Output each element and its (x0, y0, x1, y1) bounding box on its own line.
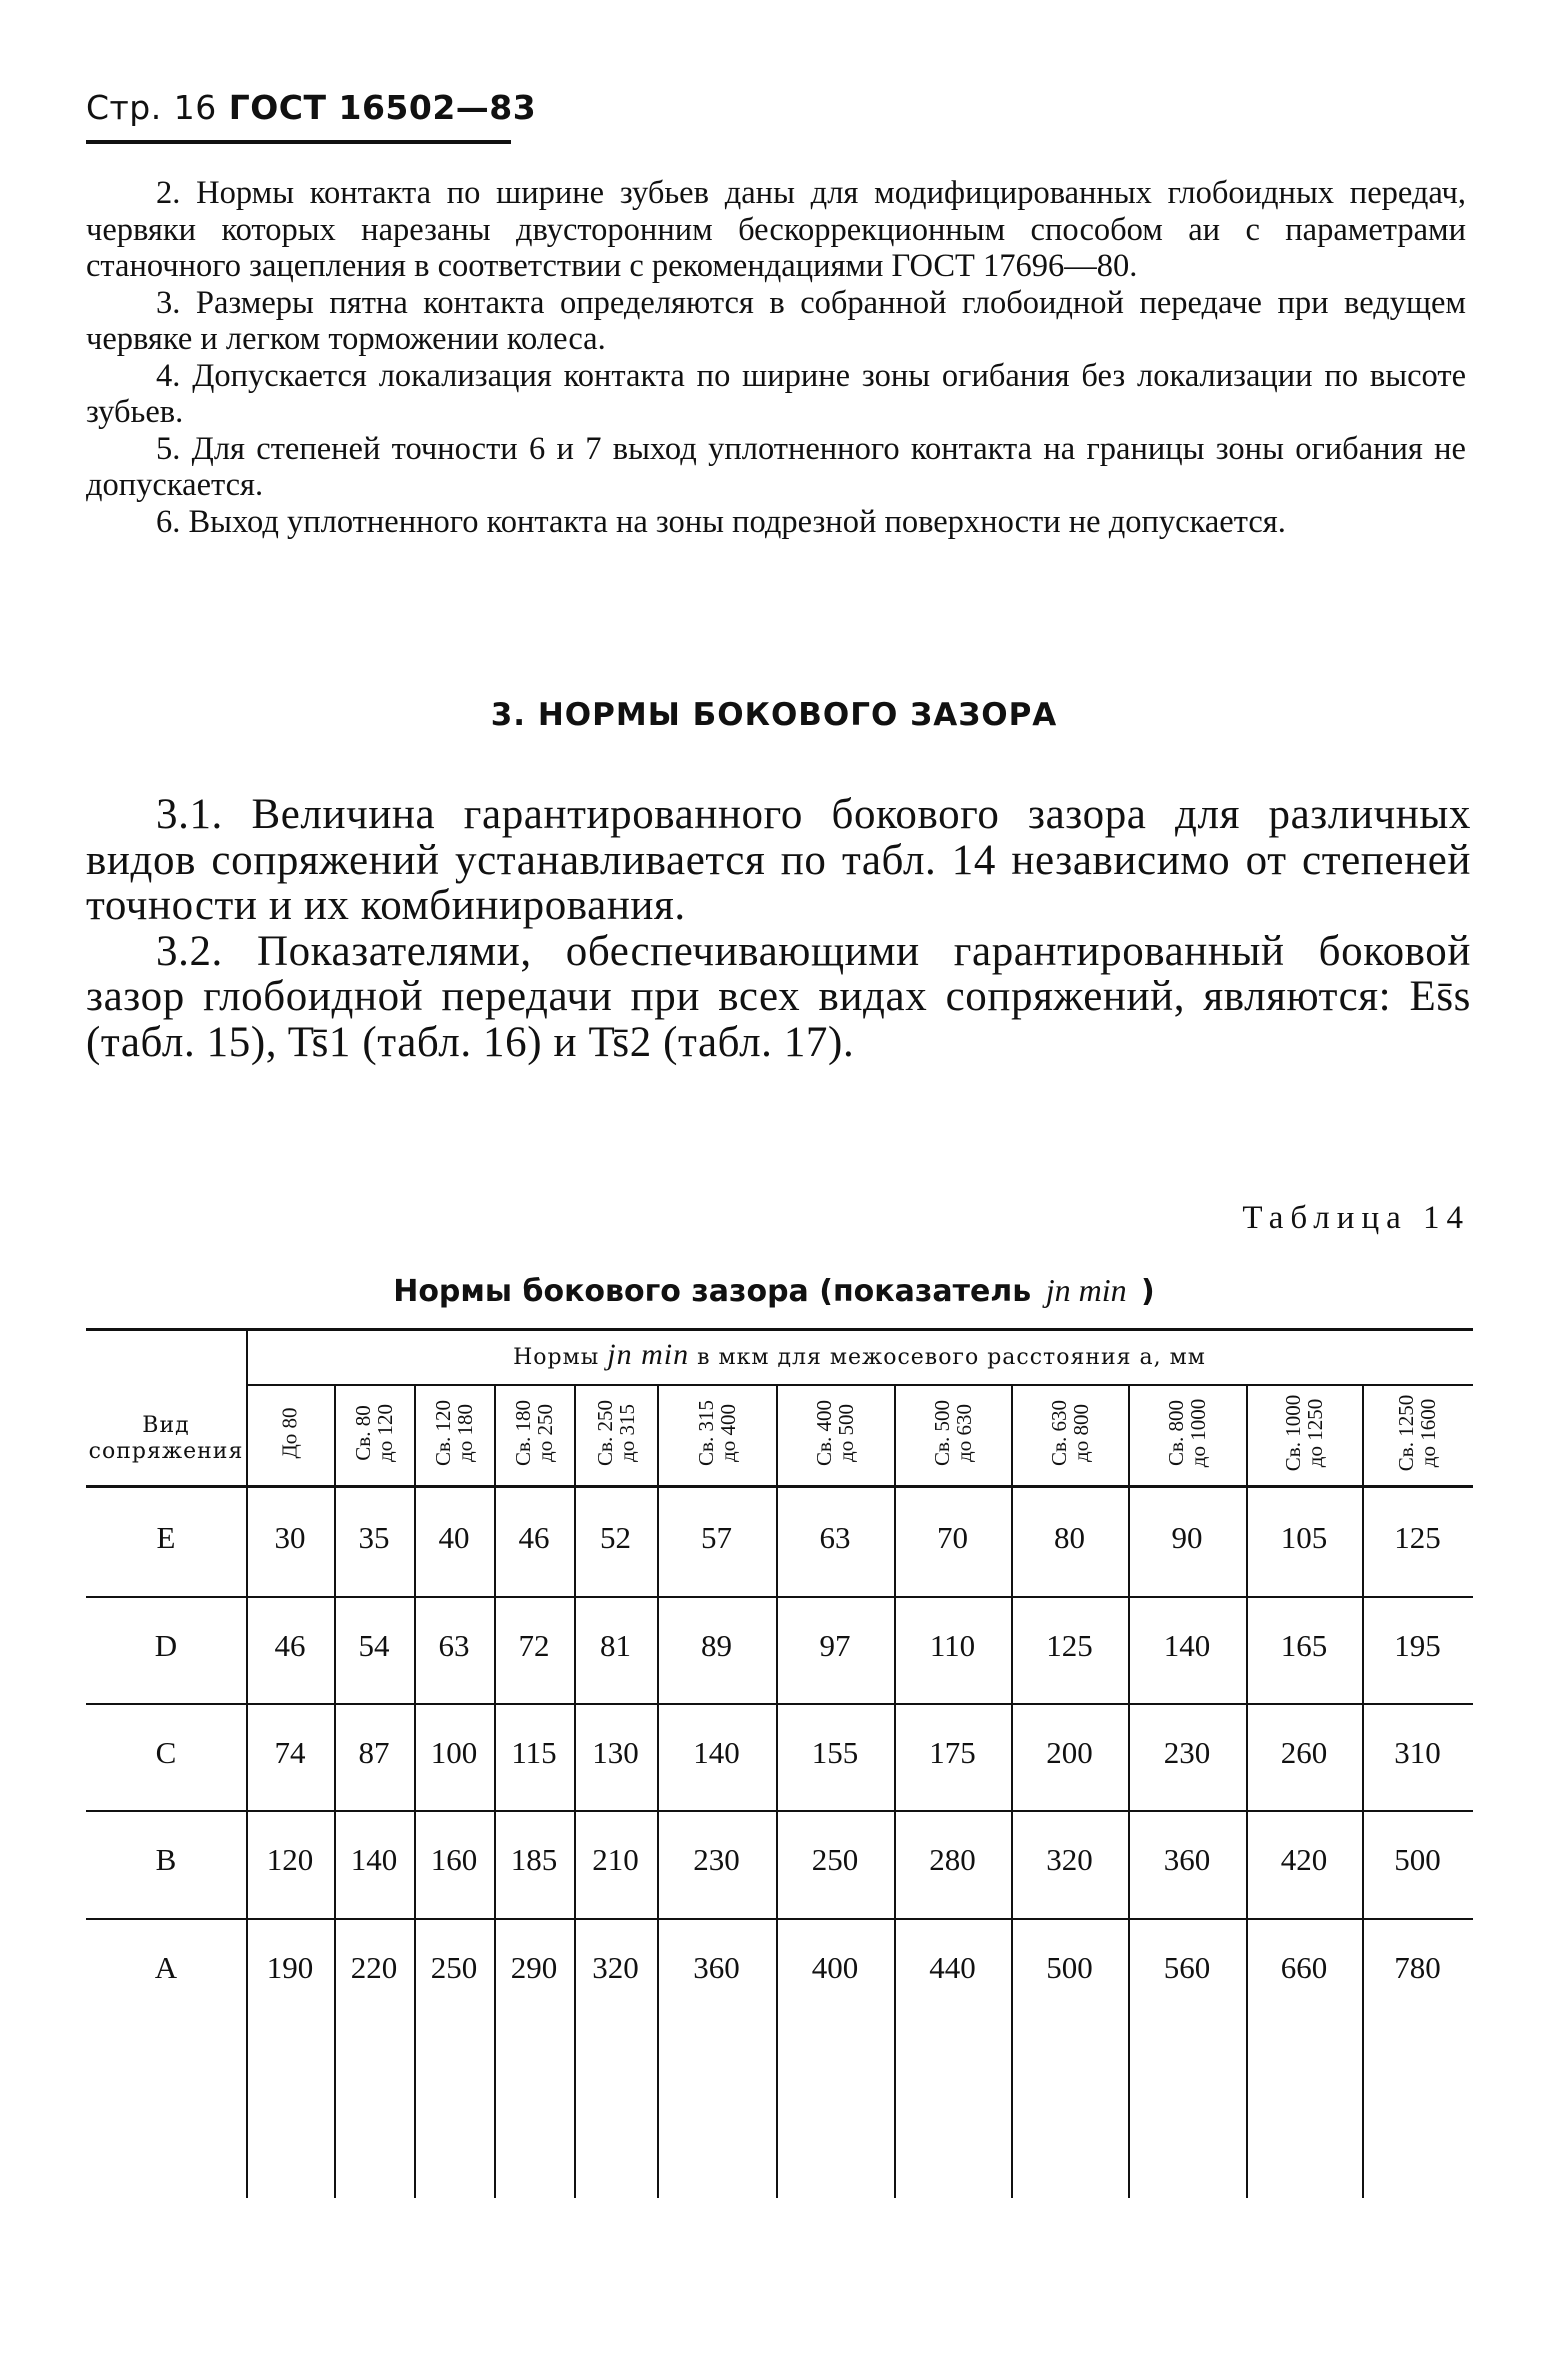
row-label: B (155, 1842, 177, 1877)
table-cell: 250 (430, 1950, 478, 1985)
header-rule (86, 140, 511, 144)
table-cell: 30 (274, 1520, 306, 1555)
table-cell: 140 (693, 1735, 740, 1770)
table-cell: 100 (430, 1735, 478, 1770)
table-title-symbol: jn min (1045, 1272, 1127, 1308)
table-cell: 115 (511, 1735, 557, 1770)
table-cell: 250 (811, 1842, 859, 1877)
note-3: 3. Размеры пятна контакта определяются в собранной глобоидной передаче при ведущем червяке и легком торможении колеса. (86, 284, 1466, 357)
table-cell: 175 (929, 1735, 976, 1770)
column-header-label: Св. 1250 до 1600 (1394, 1394, 1441, 1472)
row-divider (86, 1918, 1473, 1920)
column-header (1246, 1388, 1362, 1478)
table-cell: 185 (510, 1842, 558, 1877)
column-header-label: Св. 1000 до 1250 (1281, 1394, 1327, 1472)
column-header (246, 1388, 334, 1478)
row-label: D (154, 1628, 178, 1663)
table-title (0, 1272, 1548, 1309)
table-cell: 440 (929, 1950, 976, 1985)
row-divider (86, 1703, 1473, 1705)
table-cell: 190 (266, 1950, 314, 1985)
table-cell: 260 (1280, 1735, 1328, 1770)
table-cell: 63 (438, 1628, 470, 1663)
column-divider (334, 1386, 336, 2198)
column-divider (1011, 1386, 1013, 2198)
page-prefix: Стр. (86, 88, 162, 127)
column-header-label: Св. 250 до 315 (592, 1400, 639, 1466)
table-cell: 125 (1394, 1520, 1441, 1555)
table-cell: 35 (358, 1520, 390, 1555)
section-body (86, 792, 1471, 1065)
column-header (574, 1388, 657, 1478)
column-divider (494, 1386, 496, 2198)
group-header-rule (246, 1384, 1473, 1386)
column-header-label: Св. 120 до 180 (431, 1400, 477, 1466)
column-header (1011, 1388, 1128, 1478)
row-label: E (156, 1520, 176, 1555)
table-cell: 290 (510, 1950, 558, 1985)
paragraph-3-1: 3.1. Величина гарантированного бокового зазора для различных видов сопряжений устанавливается по табл. 14 независимо от степеней точности и их комбинирования. (86, 791, 1471, 929)
table-cell: 230 (1163, 1735, 1211, 1770)
table-cell: 125 (1046, 1628, 1093, 1663)
table-cell: 110 (929, 1628, 976, 1663)
table-cell: 560 (1163, 1950, 1211, 1985)
header-bottom-rule (86, 1485, 1473, 1488)
clearance-table (86, 1328, 1473, 2198)
row-header: Вид сопряжения (88, 1413, 244, 1464)
row-divider (86, 1596, 1473, 1598)
group-header-suffix: в мкм для межосевого расстояния а, мм (697, 1345, 1206, 1370)
table-cell: 70 (937, 1520, 968, 1555)
table-cell: 280 (929, 1842, 976, 1877)
column-divider (574, 1386, 576, 2198)
column-header-label: Св. 400 до 500 (812, 1400, 858, 1466)
table-cell: 97 (819, 1628, 851, 1663)
table-cell: 320 (592, 1950, 639, 1985)
column-divider (776, 1386, 778, 2198)
table-top-rule (86, 1328, 1473, 1331)
row-divider (86, 1810, 1473, 1812)
table-cell: 160 (430, 1842, 478, 1877)
column-header-label: Св. 630 до 800 (1046, 1400, 1093, 1466)
note-4: 4. Допускается локализация контакта по ширине зоны огибания без локализации по высоте зубьев. (86, 357, 1466, 430)
table-cell: 660 (1280, 1950, 1328, 1985)
table-cell: 230 (693, 1842, 740, 1877)
column-divider (894, 1386, 896, 2198)
page-header (86, 88, 536, 127)
table-cell: 54 (358, 1628, 390, 1663)
notes-block (86, 175, 1466, 540)
column-header-label: Св. 500 до 630 (929, 1400, 976, 1466)
table-cell: 130 (592, 1735, 639, 1770)
standard-id: ГОСТ 16502—83 (228, 88, 537, 127)
note-2: 2. Нормы контакта по ширине зубьев даны для модифицированных глобоидных передач, червяки которых нарезаны двусторонним бескоррекционным способом аи с параметрами станочного зацепления в соответствии с рекомендациями ГОСТ 17696—80. (86, 175, 1466, 284)
table-cell: 46 (274, 1628, 306, 1663)
column-header (414, 1388, 494, 1478)
table-cell: 90 (1171, 1520, 1203, 1555)
column-header-label: Св. 315 до 400 (693, 1400, 740, 1466)
table-cell: 200 (1046, 1735, 1093, 1770)
note-6: 6. Выход уплотненного контакта на зоны подрезной поверхности не допускается. (156, 503, 1286, 540)
table-cell: 780 (1394, 1950, 1441, 1985)
column-header (494, 1388, 574, 1478)
table-cell: 80 (1054, 1520, 1085, 1555)
column-divider (414, 1386, 416, 2198)
table-cell: 400 (811, 1950, 859, 1985)
table-cell: 40 (438, 1520, 470, 1555)
column-header (1362, 1388, 1473, 1478)
column-divider (1128, 1386, 1130, 2198)
column-divider (1246, 1386, 1248, 2198)
paragraph-3-2: 3.2. Показателями, обеспечивающими гарантированный боковой зазор глобоидной передачи при всех видах сопряжений, являются: Es̄s (табл. 15), Ts̄1 (табл. 16) и Ts̄2 (табл. 17). (86, 927, 1471, 1066)
table-cell: 81 (600, 1628, 631, 1663)
table-cell: 360 (693, 1950, 740, 1985)
table-cell: 420 (1280, 1842, 1328, 1877)
group-header-prefix: Нормы (513, 1345, 600, 1370)
column-header-label: Св. 180 до 250 (511, 1400, 557, 1466)
column-header-label: Св. 80 до 120 (351, 1404, 397, 1462)
table-cell: 195 (1394, 1628, 1441, 1663)
table-cell: 105 (1280, 1520, 1328, 1555)
section-title: 3. НОРМЫ БОКОВОГО ЗАЗОРА (490, 697, 1058, 733)
column-header (894, 1388, 1011, 1478)
table-cell: 72 (518, 1628, 550, 1663)
table-cell: 220 (350, 1950, 398, 1985)
group-header (246, 1338, 1473, 1372)
table-cell: 87 (358, 1735, 390, 1770)
table-title-prefix: Нормы бокового зазора (показатель (393, 1274, 1032, 1309)
row-label: C (155, 1735, 177, 1770)
table-cell: 74 (274, 1735, 306, 1770)
table-title-suffix: ) (1141, 1274, 1155, 1309)
page-number: 16 (173, 88, 217, 127)
column-divider (657, 1386, 659, 2198)
table-cell: 46 (518, 1520, 550, 1555)
table-cell: 165 (1280, 1628, 1328, 1663)
table-cell: 52 (600, 1520, 631, 1555)
table-cell: 500 (1394, 1842, 1441, 1877)
table-cell: 155 (811, 1735, 859, 1770)
column-header (657, 1388, 776, 1478)
table-cell: 63 (819, 1520, 851, 1555)
table-cell: 320 (1046, 1842, 1093, 1877)
table-cell: 89 (701, 1628, 732, 1663)
note-5: 5. Для степеней точности 6 и 7 выход уплотненного контакта на границы зоны огибания не допускается. (86, 430, 1466, 503)
column-header-label: До 80 (277, 1407, 302, 1459)
column-header (334, 1388, 414, 1478)
table-cell: 140 (350, 1842, 398, 1877)
table-cell: 210 (592, 1842, 639, 1877)
column-divider (1362, 1386, 1364, 2198)
row-label: A (154, 1950, 178, 1985)
group-header-symbol: jn min (607, 1338, 690, 1371)
table-cell: 310 (1394, 1735, 1441, 1770)
table-cell: 500 (1046, 1950, 1093, 1985)
table-cell: 360 (1163, 1842, 1211, 1877)
column-header (776, 1388, 894, 1478)
table-label: Таблица 14 (1242, 1200, 1470, 1236)
table-cell: 120 (266, 1842, 314, 1877)
table-cell: 57 (701, 1520, 732, 1555)
column-header (1128, 1388, 1246, 1478)
table-cell: 140 (1163, 1628, 1211, 1663)
column-header-label: Св. 800 до 1000 (1164, 1398, 1210, 1468)
